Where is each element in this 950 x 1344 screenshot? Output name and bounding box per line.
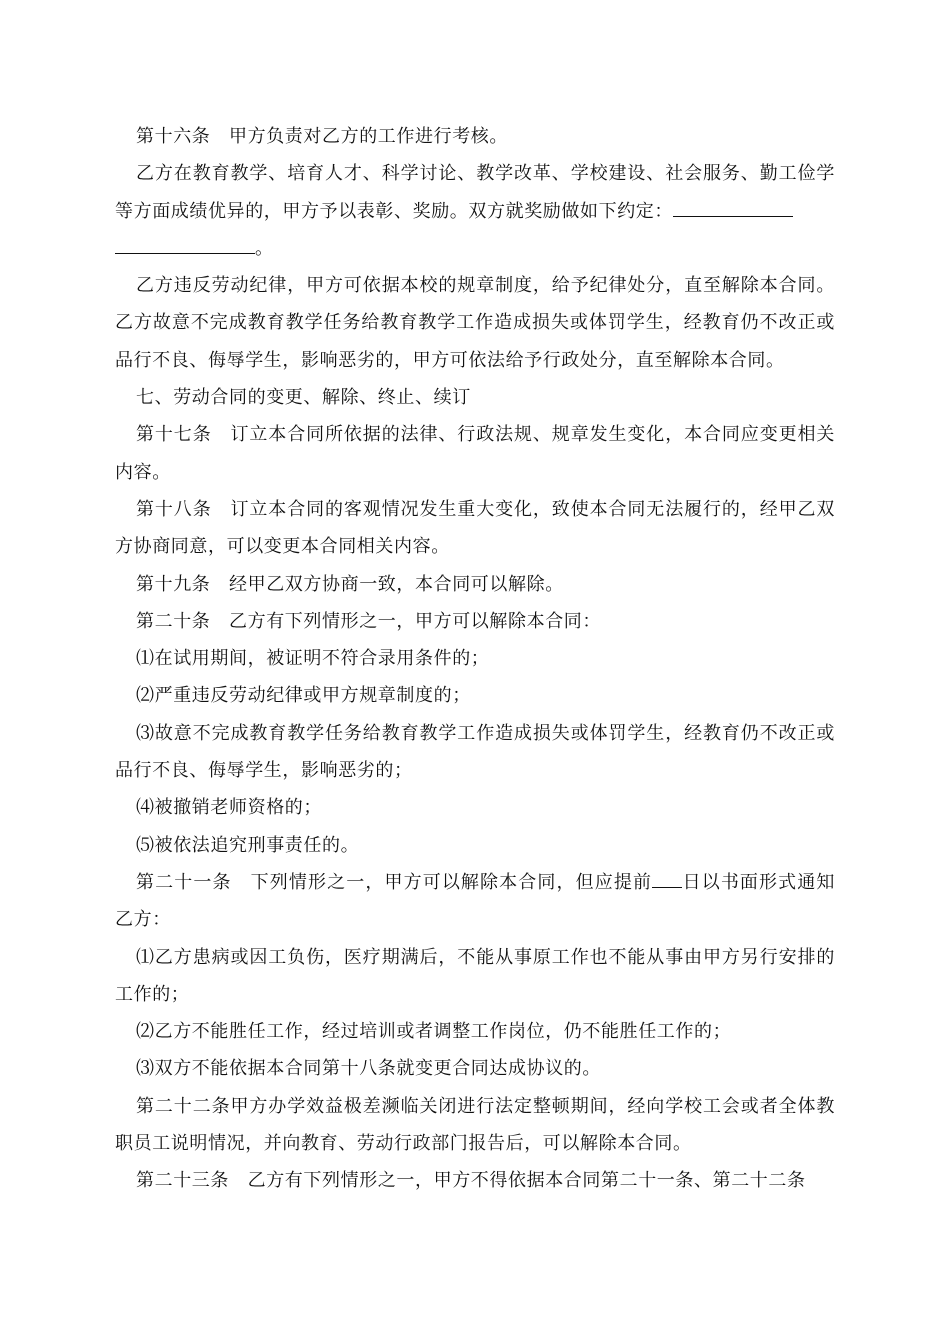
article-20-item-2-text: ⑵严重违反劳动纪律或甲方规章制度的； [136,685,471,707]
discipline-clause [115,267,835,379]
article-16 [115,118,835,155]
article-20-item-2 [115,677,835,714]
article-17 [115,416,835,491]
discipline-clause-text: 乙方违反劳动纪律，甲方可依据本校的规章制度，给予纪律处分，直至解除本合同。乙方故意不完成教育教学任务给教育教学工作造成损失或体罚学生，经教育仍不改正或品行不良、侮辱学生，影响恶劣的，甲方可依法给予行政处分，直至解除本合同。 [115,275,835,371]
article-20-item-1 [115,640,835,677]
article-21-item-3-text: ⑶双方不能依据本合同第十八条就变更合同达成协议的。 [136,1058,601,1080]
reward-clause [115,155,835,230]
article-20 [115,603,835,640]
article-22 [115,1088,835,1163]
article-21-item-3 [115,1050,835,1087]
article-20-item-3 [115,715,835,790]
article-18-text: 第十八条 订立本合同的客观情况发生重大变化，致使本合同无法履行的，经甲乙双方协商同意，可以变更本合同相关内容。 [115,498,835,558]
reward-blank-line-2 [115,233,255,254]
document-body [115,118,835,1200]
notice-days-blank [652,867,682,888]
reward-clause-continued [115,230,835,267]
article-23-text: 第二十三条 乙方有下列情形之一，甲方不得依据本合同第二十一条、第二十二条 [136,1170,806,1192]
article-16-text: 第十六条 甲方负责对乙方的工作进行考核。 [136,126,508,147]
article-22-text: 第二十二条甲方办学效益极差濒临关闭进行法定整顿期间，经向学校工会或者全体教职员工说明情况，并向教育、劳动行政部门报告后，可以解除本合同。 [115,1095,835,1155]
article-21-text-end: 日以书面形式通知乙方： [115,871,835,931]
article-23 [115,1162,835,1199]
reward-clause-end: 。 [255,237,274,259]
article-20-item-3-text: ⑶故意不完成教育教学任务给教育教学工作造成损失或体罚学生，经教育仍不改正或品行不良、侮辱学生，影响恶劣的； [115,722,835,782]
article-20-item-5-text: ⑸被依法追究刑事责任的。 [136,834,360,856]
article-19 [115,566,835,603]
article-21 [115,864,835,939]
article-20-item-1-text: ⑴在试用期间，被证明不符合录用条件的； [136,648,490,670]
article-21-item-2-text: ⑵乙方不能胜任工作，经过培训或者调整工作岗位，仍不能胜任工作的； [136,1021,732,1043]
reward-clause-text: 乙方在教育教学、培育人才、科学讨论、教学改革、学校建设、社会服务、勤工俭学等方面成绩优异的，甲方予以表彰、奖励。双方就奖励做如下约定： [115,163,835,222]
article-17-text: 第十七条 订立本合同所依据的法律、行政法规、规章发生变化，本合同应变更相关内容。 [115,424,835,483]
article-21-item-1 [115,939,835,1014]
article-20-item-4 [115,789,835,826]
article-19-text: 第十九条 经甲乙双方协商一致，本合同可以解除。 [136,573,564,595]
section-7-heading [115,379,835,416]
section-7-heading-text: 七、劳动合同的变更、解除、终止、续订 [136,387,471,409]
article-21-item-1-text: ⑴乙方患病或因工负伤，医疗期满后，不能从事原工作也不能从事由甲方另行安排的工作的； [115,946,835,1005]
article-20-item-4-text: ⑷被撤销老师资格的； [136,797,322,819]
article-18 [115,491,835,566]
article-20-text: 第二十条 乙方有下列情形之一，甲方可以解除本合同： [136,610,601,632]
article-20-item-5 [115,827,835,864]
article-21-text-start: 第二十一条 下列情形之一，甲方可以解除本合同，但应提前 [136,871,653,893]
reward-blank-line-1 [673,196,793,217]
article-21-item-2 [115,1013,835,1050]
